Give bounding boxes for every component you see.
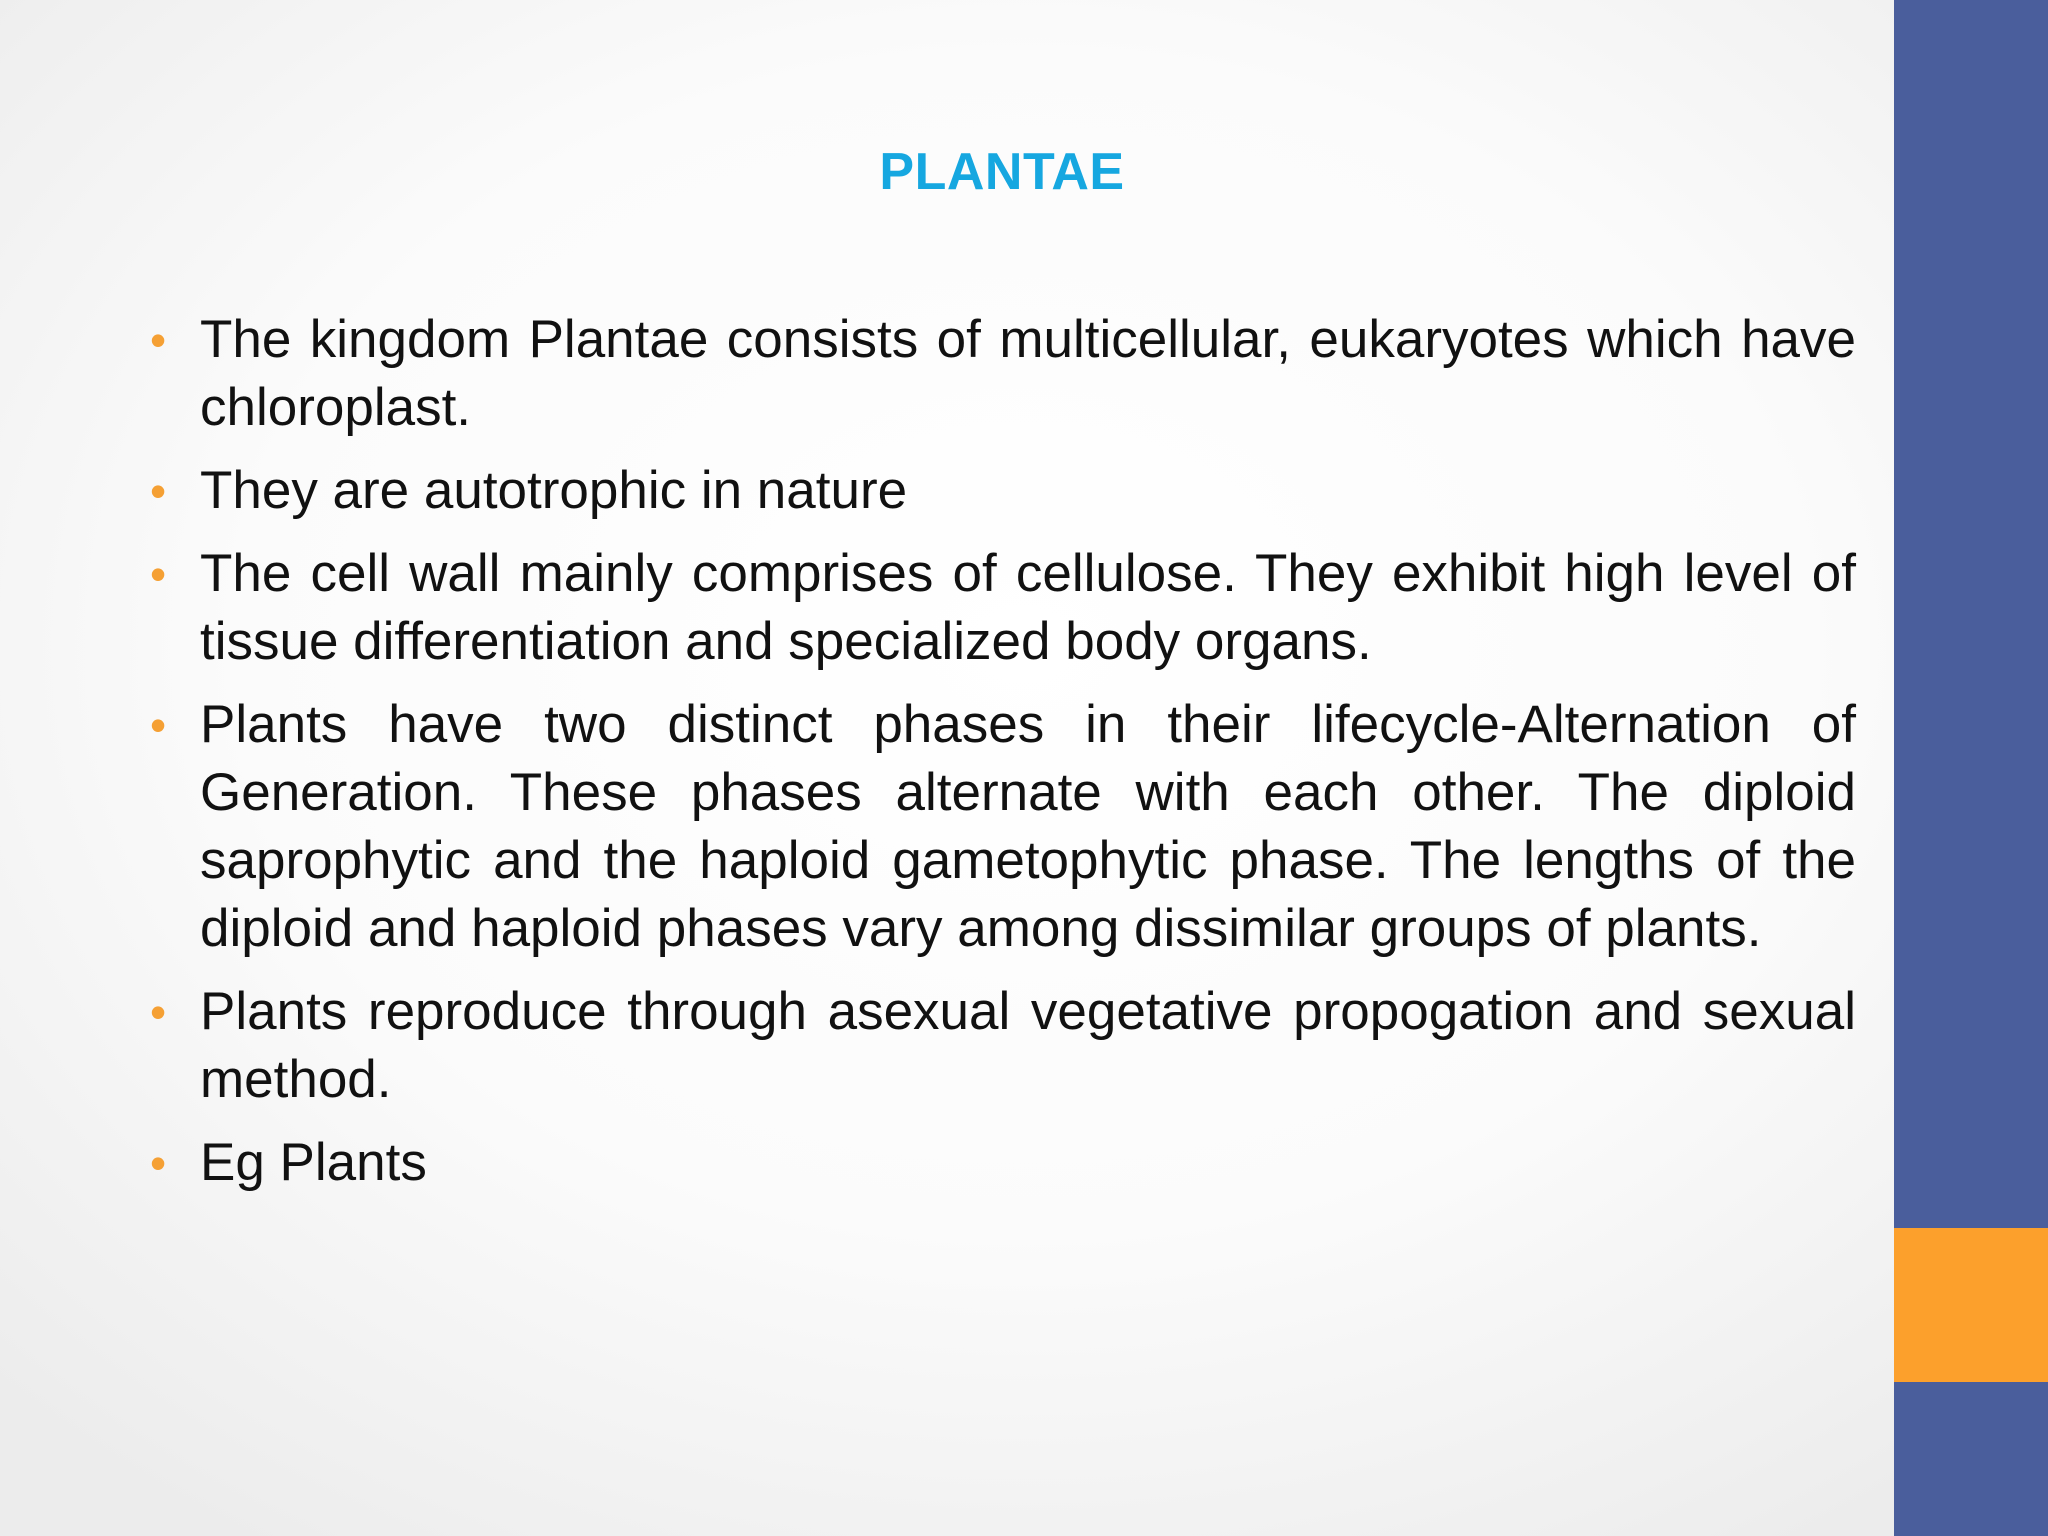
bullet-dot-icon: •: [150, 1137, 167, 1189]
bullet-item: [150, 540, 1856, 676]
bullet-item: [150, 306, 1856, 442]
bullet-dot-icon: •: [150, 986, 167, 1038]
bullet-item: [150, 691, 1856, 963]
bullet-item: [150, 457, 1856, 525]
bullet-dot-icon: •: [150, 548, 167, 600]
bullet-dot-icon: •: [150, 699, 167, 751]
bullet-item: [150, 1129, 1856, 1197]
bullet-list: [150, 306, 1856, 1212]
bullet-text: They are autotrophic in nature: [200, 461, 908, 520]
slide-title: PLANTAE: [879, 143, 1125, 201]
bullet-dot-icon: •: [150, 314, 167, 366]
bullet-dot-icon: •: [150, 465, 167, 517]
bullet-text: Plants reproduce through asexual vegetative propogation and sexual method.: [200, 982, 1856, 1109]
bullet-text: The kingdom Plantae consists of multicellular, eukaryotes which have chloroplast.: [200, 310, 1856, 437]
bullet-item: [150, 978, 1856, 1114]
side-accent-block: [1894, 1228, 2048, 1382]
bullet-text: Eg Plants: [200, 1133, 427, 1192]
bullet-text: Plants have two distinct phases in their lifecycle-Alternation of Generation. These phases alternate with each other. The diploid saprophytic and the haploid gametophytic phase. The lengths of the diploid and haploid phases vary among dissimilar groups of plants.: [200, 695, 1856, 958]
bullet-text: The cell wall mainly comprises of cellulose. They exhibit high level of tissue differentiation and specialized body organs.: [200, 544, 1856, 671]
